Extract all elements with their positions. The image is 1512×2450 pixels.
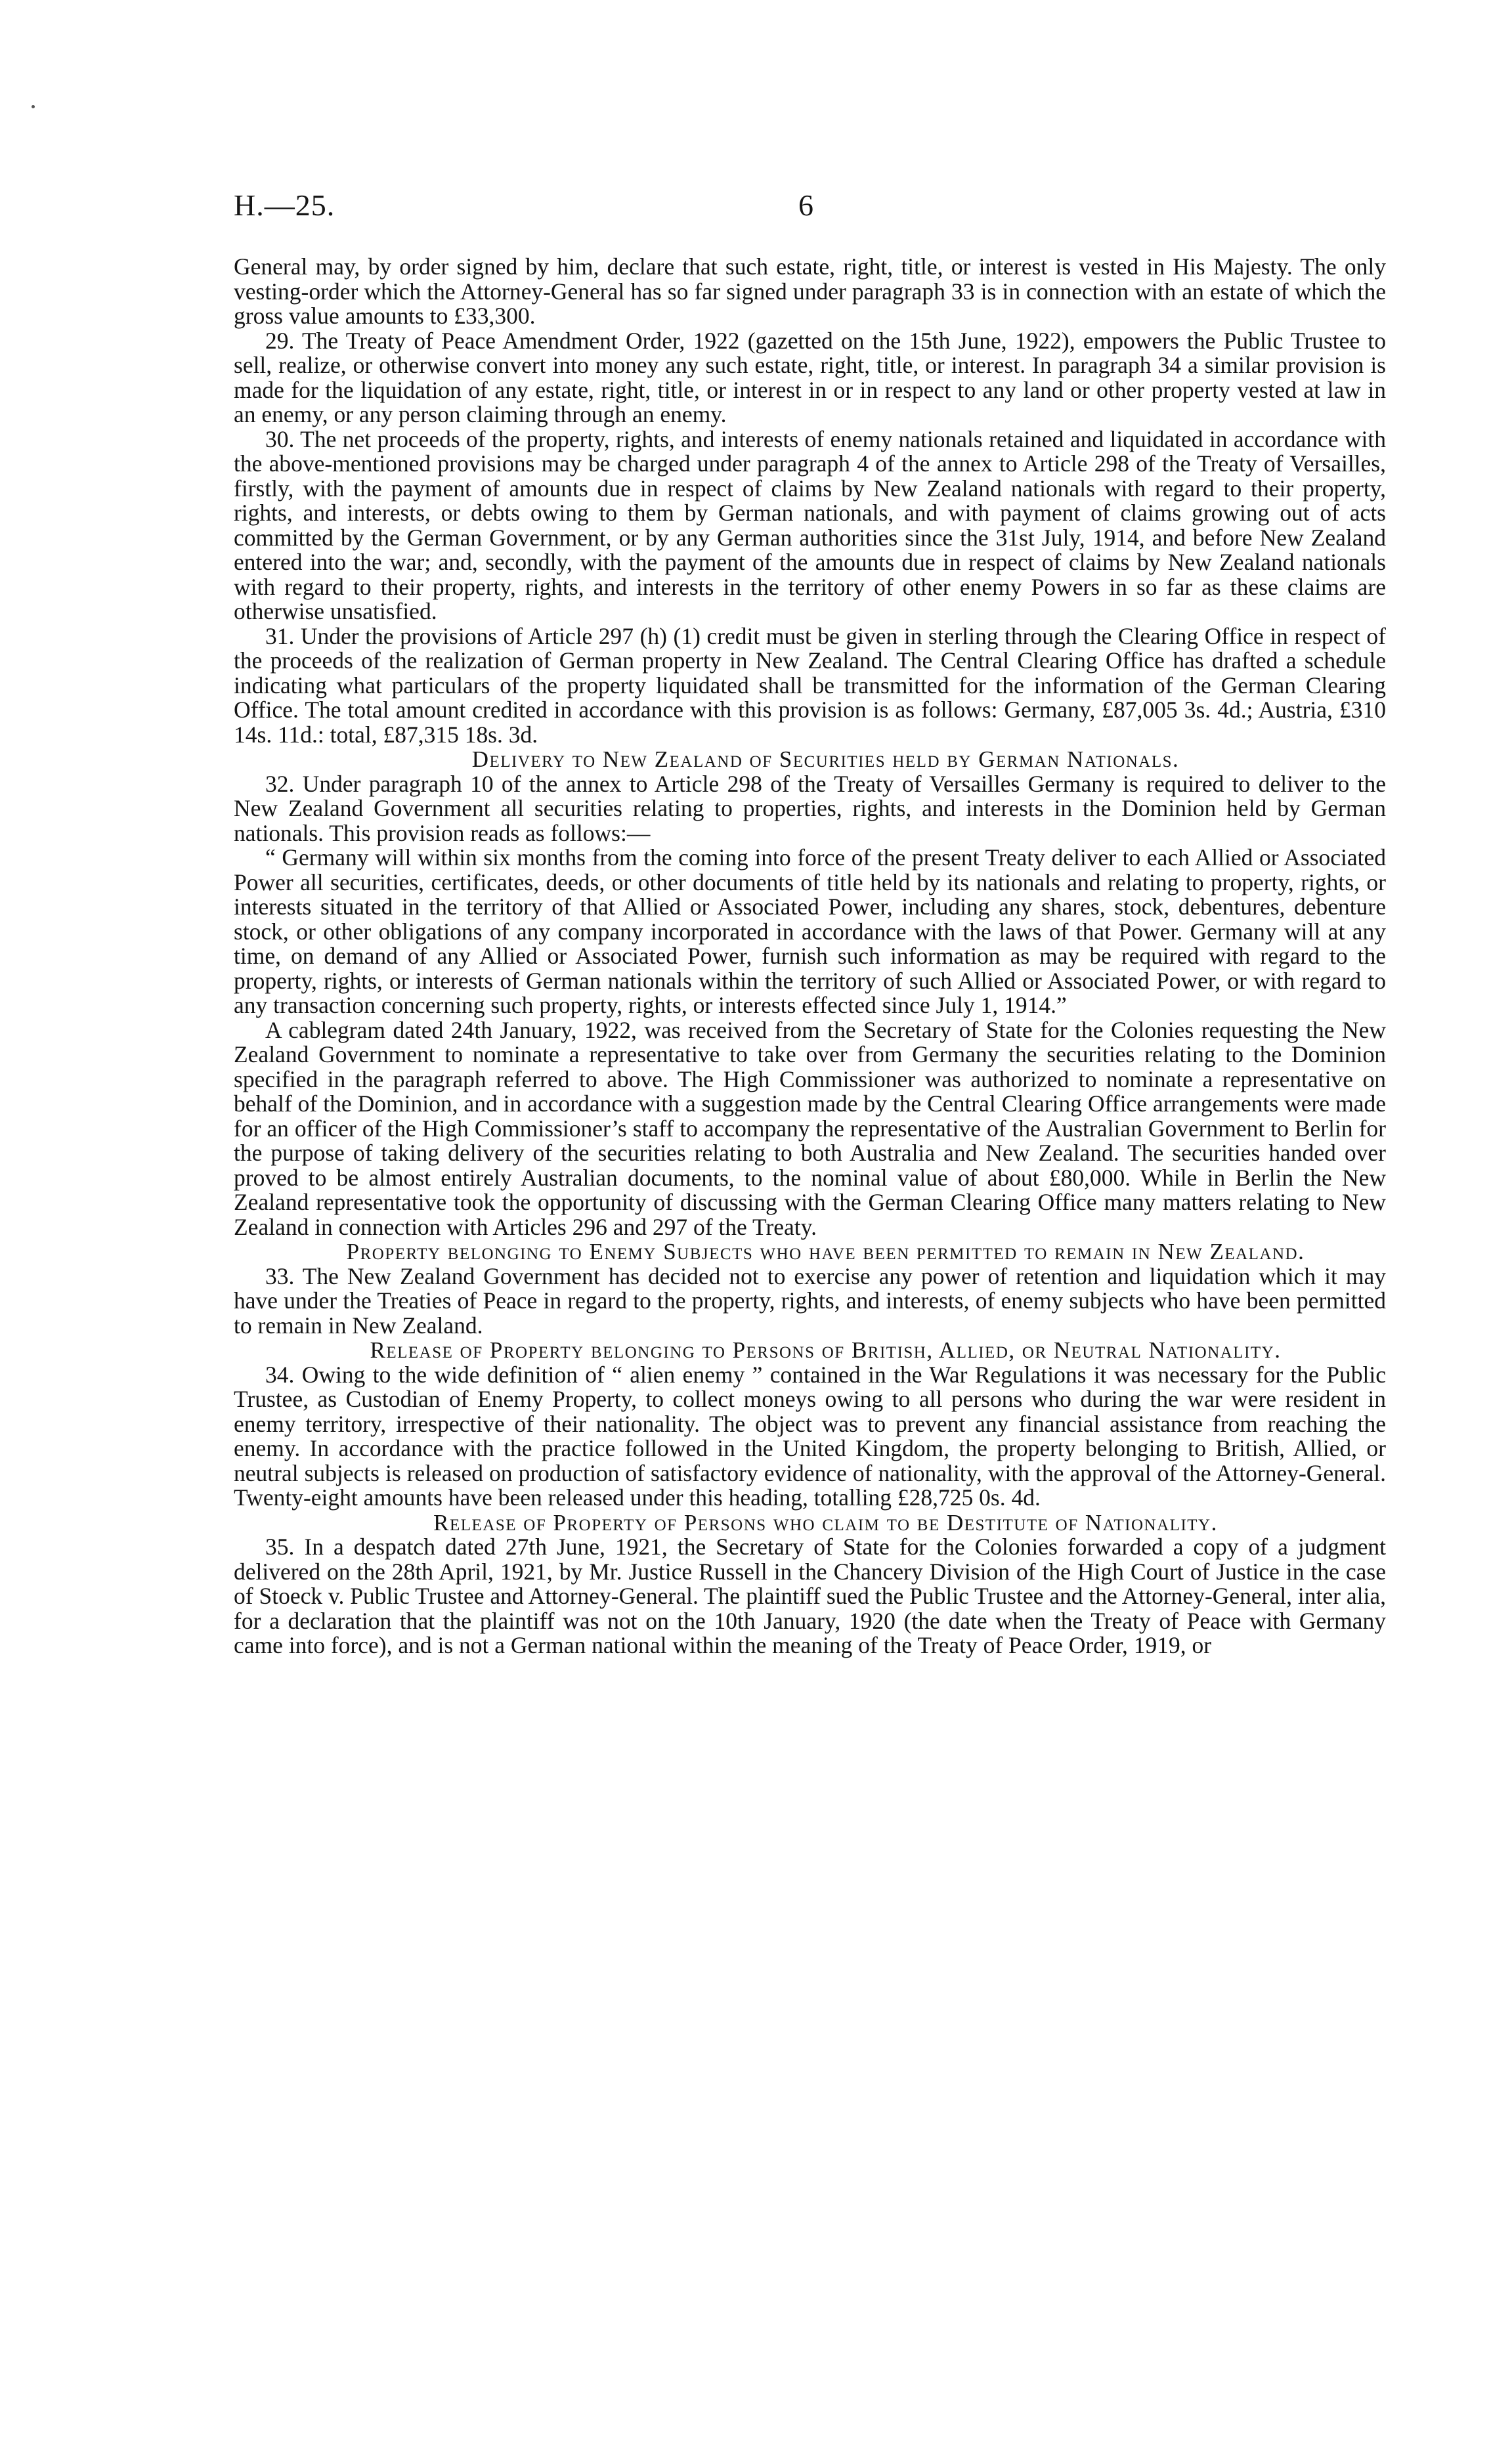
section-heading-release-british-allied: Release of Property belonging to Persons of British, Allied, or Neutral Nationality. bbox=[370, 1337, 1282, 1363]
paragraph-30: 30. The net proceeds of the property, rights, and interests of enemy nationals retained and liquidated in accordance with the above-mentioned provisions may be charged under paragraph 4 of the annex to Article 298 of the Treaty of Versailles, firstly, with the payment of amounts due in respect of claims by New Zealand nationals with regard to their property, rights, and interests, or debts owing to them by German nationals, and with payment of claims growing out of acts committed by the German Government, or by any German authorities since the 31st July, 1914, and before New Zealand entered into the war; and, secondly, with the payment of the amounts due in respect of claims by New Zealand nationals with regard to their property, rights, and interests in the territory of other enemy Powers in so far as these claims are otherwise unsatisfied. bbox=[234, 425, 1386, 624]
document-body bbox=[234, 255, 1386, 1658]
section-heading-securities: Delivery to New Zealand of Securities held by German Nationals. bbox=[471, 746, 1180, 772]
page-header bbox=[234, 188, 1383, 227]
paragraph-35: 35. In a despatch dated 27th June, 1921, the Secretary of State for the Colonies forwarded a copy of a judgment delivered on the 28th April, 1921, by Mr. Justice Russell in the Chancery Division of the High Court of Justice in the case of Stoeck v. Public Trustee and Attorney-General. The plaintiff sued the Public Trustee and the Attorney-General, inter alia, for a declaration that the plaintiff was not on the 10th January, 1920 (the date when the Treaty of Peace with Germany came into force), and is not a German national within the meaning of the Treaty of Peace Order, 1919, or bbox=[234, 1534, 1386, 1658]
paragraph-31: 31. Under the provisions of Article 297 (h) (1) credit must be given in sterling through the Clearing Office in respect of the proceeds of the realization of German property in New Zealand. The Central Clearing Office has drafted a schedule indicating what particulars of the property liquidated shall be transmitted for the information of the German Clearing Office. The total amount credited in accordance with this provision is as follows: Germany, £87,005 3s. 4d.; Austria, £310 14s. 11d.: total, £87,315 18s. 3d. bbox=[234, 622, 1386, 748]
treaty-quotation: “ Germany will within six months from the coming into force of the present Treaty deliver to each Allied or Associated Power all securities, certificates, deeds, or other documents of title held by its nationals and relating to property, rights, or interests situated in the territory of that Allied or Associated Power, including any shares, stock, debentures, debenture stock, or other obligations of any company incorporated in accordance with the laws of that Power. Germany will at any time, on demand of any Allied or Associated Power, furnish such information as may be required with regard to the property, rights, or interests of German nationals within the territory of such Allied or Associated Power, or with regard to any transaction concerning such property, rights, or interests effected since July 1, 1914.” bbox=[234, 844, 1386, 1018]
page-number: 6 bbox=[798, 188, 813, 222]
report-number: H.—25. bbox=[234, 188, 335, 222]
margin-dot bbox=[32, 105, 35, 108]
section-heading-destitute-nationality: Release of Property of Persons who claim to be Destitute of Nationality. bbox=[433, 1509, 1218, 1536]
paragraph-34: 34. Owing to the wide definition of “ alien enemy ” contained in the War Regulations it was necessary for the Public Trustee, as Custodian of Enemy Property, to collect moneys owing to all persons who during the war were resident in enemy territory, irrespective of their nationality. The object was to prevent any financial assistance from reaching the enemy. In accordance with the practice followed in the United Kingdom, the property belonging to British, Allied, or neutral subjects is released on production of satisfactory evidence of nationality, with the approval of the Attorney-General. Twenty-eight amounts have been released under this heading, totalling £28,725 0s. 4d. bbox=[234, 1361, 1386, 1511]
paragraph-28-continued: General may, by order signed by him, declare that such estate, right, title, or interest is vested in His Majesty. The only vesting-order which the Attorney-General has so far signed under paragraph 33 is in connection with an estate of which the gross value amounts to £33,300. bbox=[234, 253, 1386, 329]
section-heading-enemy-subjects: Property belonging to Enemy Subjects who have been permitted to remain in New Zealand. bbox=[346, 1239, 1305, 1264]
paragraph-cablegram: A cablegram dated 24th January, 1922, was received from the Secretary of State for the Colonies requesting the New Zealand Government to nominate a representative to take over from Germany the securities relating to the Dominion specified in the paragraph referred to above. The High Commissioner was authorized to nominate a representative on behalf of the Dominion, and in accordance with a suggestion made by the Central Clearing Office arrangements were made for an officer of the High Commissioner’s staff to accompany the representative of the Australian Government to Berlin for the purpose of taking delivery of the securities relating to both Australia and New Zealand. The securities handed over proved to be almost entirely Australian documents, to the nominal value of about £80,000. While in Berlin the New Zealand representative took the opportunity of discussing with the German Clearing Office many matters relating to New Zealand in connection with Articles 296 and 297 of the Treaty. bbox=[234, 1016, 1386, 1240]
paragraph-32: 32. Under paragraph 10 of the annex to Article 298 of the Treaty of Versailles Germany is required to deliver to the New Zealand Government all securities relating to properties, rights, and interests in the Dominion held by German nationals. This provision reads as follows:— bbox=[234, 770, 1386, 846]
paragraph-29: 29. The Treaty of Peace Amendment Order, 1922 (gazetted on the 15th June, 1922), empowers the Public Trustee to sell, realize, or otherwise convert into money any such estate, right, title, or interest. In paragraph 34 a similar provision is made for the liquidation of any estate, right, title, or interest in or in respect to any land or other property vested at law in an enemy, or any person claiming through an enemy. bbox=[234, 327, 1386, 427]
paragraph-33: 33. The New Zealand Government has decided not to exercise any power of retention and liquidation which it may have under the Treaties of Peace in regard to the property, rights, and interests, of enemy subjects who have been permitted to remain in New Zealand. bbox=[234, 1262, 1386, 1339]
